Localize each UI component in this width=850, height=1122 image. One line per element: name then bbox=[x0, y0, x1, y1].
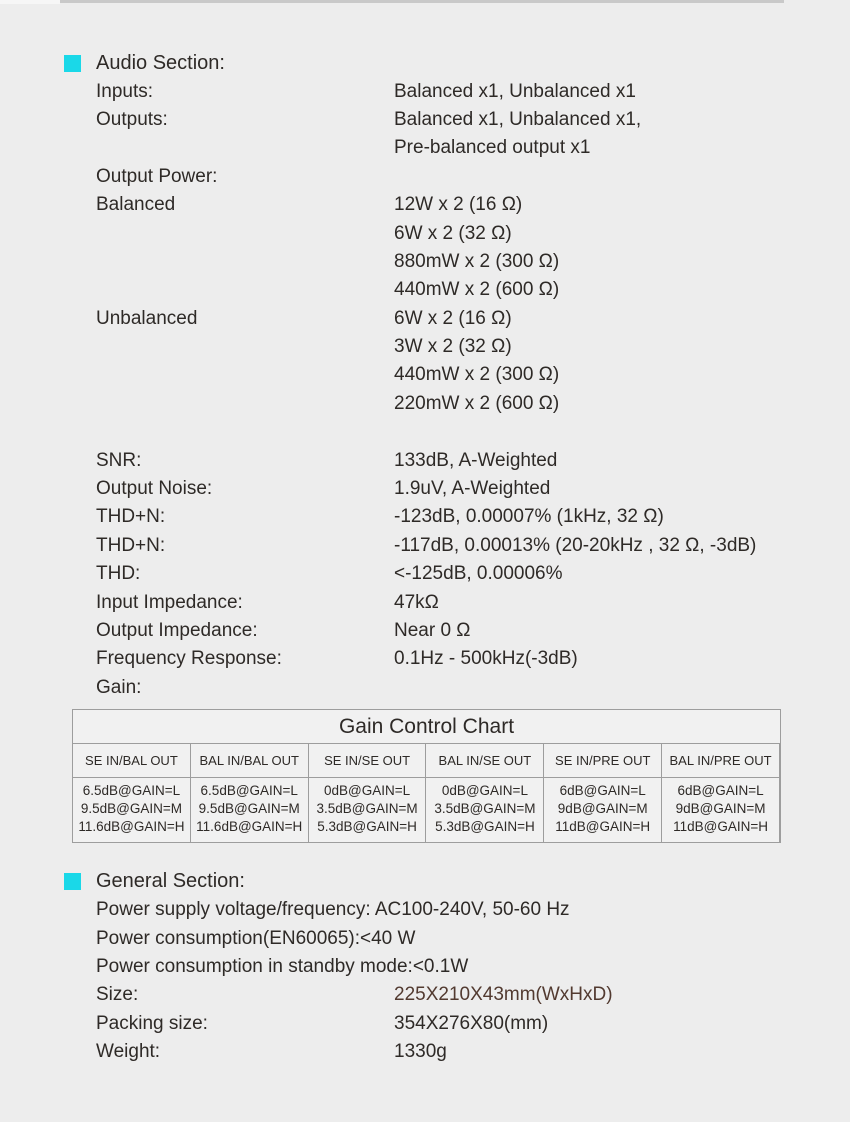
spec-row bbox=[64, 475, 804, 503]
gain-value-low: 0dB@GAIN=L bbox=[324, 782, 411, 798]
gain-value-mid: 9dB@GAIN=M bbox=[557, 801, 648, 817]
gain-table-column bbox=[426, 744, 544, 842]
gain-column-values bbox=[426, 778, 543, 842]
spec-value: 1.9uV, A-Weighted bbox=[394, 478, 551, 500]
gain-table-columns bbox=[73, 744, 780, 842]
spec-value: Balanced x1, Unbalanced x1 bbox=[394, 80, 636, 102]
gain-value-high: 11dB@GAIN=H bbox=[673, 819, 768, 835]
spec-value: 12W x 2 (16 Ω) bbox=[394, 194, 523, 216]
gain-column-values bbox=[544, 778, 661, 842]
audio-section bbox=[64, 49, 804, 702]
spec-label: THD: bbox=[96, 563, 141, 585]
spec-label: Output Impedance: bbox=[96, 620, 258, 641]
top-edge-line bbox=[60, 0, 784, 3]
gain-table-column bbox=[544, 744, 662, 842]
spec-label: Power consumption in standby mode:<0.1W bbox=[96, 955, 469, 977]
gain-table-title: Gain Control Chart bbox=[73, 710, 780, 744]
gain-table-column bbox=[73, 744, 191, 842]
spec-value: 354X276X80(mm) bbox=[394, 1012, 549, 1034]
spec-row bbox=[64, 361, 804, 389]
general-section-title: General Section: bbox=[96, 870, 245, 893]
spec-row bbox=[64, 219, 804, 247]
audio-section-heading bbox=[64, 49, 804, 77]
spec-sheet bbox=[64, 49, 804, 1066]
spec-value: 1330g bbox=[394, 1041, 447, 1063]
gain-column-header: SE IN/BAL OUT bbox=[73, 744, 190, 778]
gain-value-high: 11dB@GAIN=H bbox=[555, 819, 651, 835]
general-section bbox=[64, 868, 804, 1067]
spec-row bbox=[64, 617, 804, 645]
spec-value: 47kΩ bbox=[394, 591, 439, 613]
gain-control-chart bbox=[72, 709, 781, 843]
spec-label: SNR: bbox=[96, 449, 142, 471]
spec-row bbox=[64, 248, 804, 276]
gain-column-header: BAL IN/SE OUT bbox=[426, 744, 543, 778]
spec-label: Inputs: bbox=[96, 80, 154, 102]
spec-value: 3W x 2 (32 Ω) bbox=[394, 336, 512, 358]
gain-value-low: 6dB@GAIN=L bbox=[559, 782, 646, 798]
gain-value-mid: 3.5dB@GAIN=M bbox=[434, 801, 536, 817]
spec-value: 133dB, A-Weighted bbox=[394, 449, 558, 471]
spec-label: Gain: bbox=[96, 676, 142, 698]
spec-value: 225X210X43mm(WxHxD) bbox=[394, 984, 613, 1006]
spec-value: 880mW x 2 (300 Ω) bbox=[394, 250, 560, 272]
spec-label: Frequency Response: bbox=[96, 648, 282, 670]
spec-row bbox=[64, 588, 804, 616]
gain-column-values bbox=[309, 778, 426, 842]
spec-row bbox=[64, 645, 804, 673]
spec-value: -117dB, 0.00013% (20-20kHz , 32 Ω, -3dB) bbox=[394, 534, 757, 556]
spec-row bbox=[64, 305, 804, 333]
spec-row bbox=[64, 532, 804, 560]
spec-row bbox=[64, 134, 804, 162]
general-section-heading bbox=[64, 868, 804, 896]
spec-row bbox=[64, 560, 804, 588]
gain-value-high: 5.3dB@GAIN=H bbox=[317, 819, 417, 835]
gain-value-mid: 3.5dB@GAIN=M bbox=[316, 801, 418, 817]
audio-spec-rows bbox=[64, 77, 804, 702]
top-edge-corner bbox=[0, 0, 60, 4]
spec-row bbox=[64, 333, 804, 361]
spec-value: Pre-balanced output x1 bbox=[394, 137, 591, 159]
spec-row bbox=[64, 1038, 804, 1066]
spec-label: Output Noise: bbox=[96, 478, 213, 500]
spec-row bbox=[64, 503, 804, 531]
spec-row bbox=[64, 276, 804, 304]
spec-value: 6W x 2 (32 Ω) bbox=[394, 222, 512, 244]
spec-value: 440mW x 2 (600 Ω) bbox=[394, 279, 560, 301]
spec-row bbox=[64, 924, 804, 952]
spec-value: Balanced x1, Unbalanced x1, bbox=[394, 108, 642, 130]
spec-value: -123dB, 0.00007% (1kHz, 32 Ω) bbox=[394, 506, 664, 528]
spec-value: <-125dB, 0.00006% bbox=[394, 563, 563, 585]
spec-label: Outputs: bbox=[96, 108, 168, 130]
spec-row bbox=[64, 77, 804, 105]
gain-column-header: SE IN/PRE OUT bbox=[544, 744, 661, 778]
gain-table-column bbox=[191, 744, 309, 842]
spec-label: Packing size: bbox=[96, 1012, 208, 1034]
spec-row bbox=[64, 674, 804, 702]
general-spec-rows bbox=[64, 896, 804, 1066]
spec-label: Output Power: bbox=[96, 165, 218, 187]
spec-label: THD+N: bbox=[96, 506, 166, 528]
gain-value-low: 0dB@GAIN=L bbox=[441, 782, 528, 798]
gain-value-high: 5.3dB@GAIN=H bbox=[435, 819, 535, 835]
spec-label: Balanced bbox=[96, 194, 176, 216]
spec-row bbox=[64, 418, 804, 446]
spec-label: THD+N: bbox=[96, 534, 166, 556]
spec-label: Size: bbox=[96, 984, 139, 1006]
gain-value-low: 6.5dB@GAIN=L bbox=[82, 782, 181, 798]
spec-label: Unbalanced bbox=[96, 307, 198, 329]
gain-value-low: 6.5dB@GAIN=L bbox=[200, 782, 298, 798]
spec-label: Power supply voltage/frequency: AC100-240V, 50-60 Hz bbox=[96, 899, 570, 921]
spec-row bbox=[64, 163, 804, 191]
gain-column-values bbox=[191, 778, 308, 842]
spec-row bbox=[64, 896, 804, 924]
spec-label: Power consumption(EN60065):<40 W bbox=[96, 927, 416, 949]
spec-row bbox=[64, 981, 804, 1009]
gain-value-mid: 9.5dB@GAIN=M bbox=[80, 801, 182, 817]
gain-table-column bbox=[309, 744, 427, 842]
gain-value-low: 6dB@GAIN=L bbox=[677, 782, 764, 798]
spec-value: 6W x 2 (16 Ω) bbox=[394, 307, 512, 329]
gain-column-header: SE IN/SE OUT bbox=[309, 744, 426, 778]
audio-section-title: Audio Section: bbox=[96, 51, 225, 74]
gain-value-high: 11.6dB@GAIN=H bbox=[78, 819, 185, 835]
gain-table-column bbox=[662, 744, 780, 842]
gain-column-header: BAL IN/PRE OUT bbox=[662, 744, 779, 778]
spec-value: 220mW x 2 (600 Ω) bbox=[394, 392, 560, 414]
spec-row bbox=[64, 390, 804, 418]
spec-value: Near 0 Ω bbox=[394, 620, 471, 641]
gain-column-values bbox=[73, 778, 190, 842]
spec-row bbox=[64, 191, 804, 219]
gain-column-header: BAL IN/BAL OUT bbox=[191, 744, 308, 778]
spec-value: 0.1Hz - 500kHz(-3dB) bbox=[394, 648, 578, 670]
spec-label: Weight: bbox=[96, 1041, 161, 1063]
gain-column-values bbox=[662, 778, 779, 842]
spec-label: Input Impedance: bbox=[96, 591, 243, 613]
spec-value: 440mW x 2 (300 Ω) bbox=[394, 364, 560, 386]
gain-value-mid: 9dB@GAIN=M bbox=[675, 801, 766, 817]
cyan-square-icon bbox=[64, 873, 81, 890]
spec-row bbox=[64, 1010, 804, 1038]
spec-row bbox=[64, 106, 804, 134]
spec-row bbox=[64, 953, 804, 981]
gain-value-high: 11.6dB@GAIN=H bbox=[196, 819, 303, 835]
gain-value-mid: 9.5dB@GAIN=M bbox=[198, 801, 300, 817]
cyan-square-icon bbox=[64, 55, 81, 72]
spec-row bbox=[64, 446, 804, 474]
